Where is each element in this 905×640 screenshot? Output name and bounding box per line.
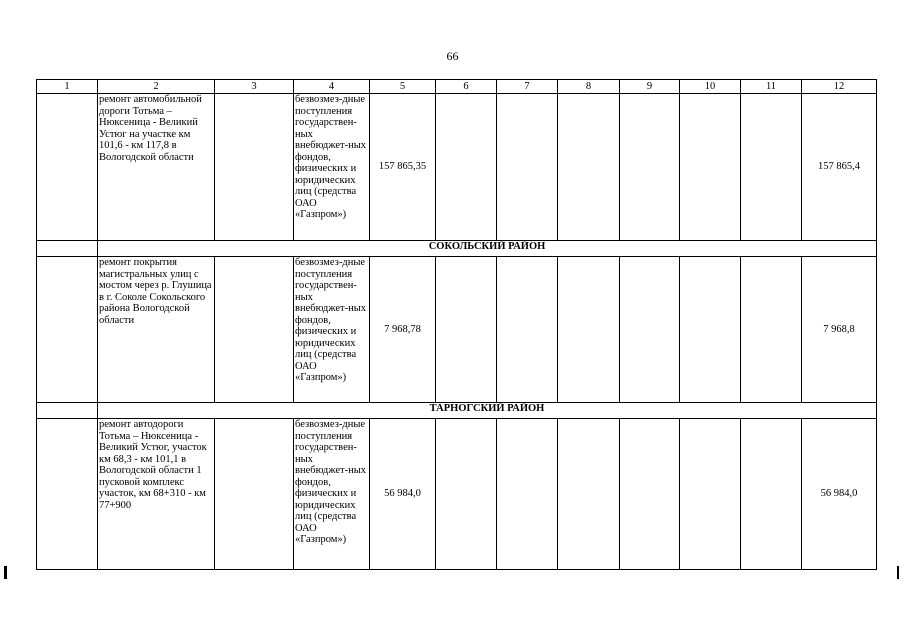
column-header: 6 (436, 80, 497, 94)
scan-edge-mark (4, 566, 7, 579)
table-row (37, 419, 877, 570)
table-cell (558, 419, 620, 570)
total-cell: 157 865,4 (802, 94, 877, 241)
region-row (37, 241, 877, 257)
table-cell (497, 94, 558, 241)
column-header: 1 (37, 80, 98, 94)
column-header: 4 (294, 80, 370, 94)
column-header-row (37, 80, 877, 94)
column-header: 2 (98, 80, 215, 94)
scan-edge-mark (897, 566, 899, 579)
table-cell (680, 257, 741, 403)
table-cell (620, 94, 680, 241)
amount-cell: 7 968,78 (370, 257, 436, 403)
region-heading: ТАРНОГСКИЙ РАЙОН (98, 403, 877, 419)
table-cell (620, 257, 680, 403)
funding-source-cell: безвозмез-дные поступления государствен-ных внебюджет-ных фондов, физических и юридических лиц (средства ОАО «Газпром») (294, 419, 370, 570)
table-cell (558, 257, 620, 403)
table-cell (680, 419, 741, 570)
funding-source-cell: безвозмез-дные поступления государствен-ных внебюджет-ных фондов, физических и юридических лиц (средства ОАО «Газпром») (294, 94, 370, 241)
table-cell (497, 257, 558, 403)
budget-table (36, 79, 877, 570)
table-cell (558, 94, 620, 241)
table-cell (37, 257, 98, 403)
table-row (37, 94, 877, 241)
table-cell (741, 94, 802, 241)
object-name-cell: ремонт автодороги Тотьма – Нюксеница - Великий Устюг, участок км 68,3 - км 101,1 в Вологодской области 1 пусковой комплекс участок, км 68+310 - км 77+900 (98, 419, 215, 570)
table-cell (215, 257, 294, 403)
table-cell (37, 419, 98, 570)
object-name-cell: ремонт покрытия магистральных улиц с мостом через р. Глушица в г. Соколе Сокольского района Вологодской области (98, 257, 215, 403)
table-cell (497, 419, 558, 570)
table-cell (436, 419, 497, 570)
column-header: 9 (620, 80, 680, 94)
table-cell (741, 257, 802, 403)
table-row (37, 257, 877, 403)
table-cell (741, 419, 802, 570)
total-cell: 7 968,8 (802, 257, 877, 403)
column-header: 8 (558, 80, 620, 94)
table-cell (215, 419, 294, 570)
table-cell (436, 257, 497, 403)
total-cell: 56 984,0 (802, 419, 877, 570)
table-cell (37, 94, 98, 241)
column-header: 11 (741, 80, 802, 94)
amount-cell: 157 865,35 (370, 94, 436, 241)
table-cell (37, 403, 98, 419)
funding-source-cell: безвозмез-дные поступления государствен-ных внебюджет-ных фондов, физических и юридических лиц (средства ОАО «Газпром») (294, 257, 370, 403)
column-header: 5 (370, 80, 436, 94)
table-cell (37, 241, 98, 257)
column-header: 7 (497, 80, 558, 94)
column-header: 12 (802, 80, 877, 94)
table-cell (436, 94, 497, 241)
page-number: 66 (446, 49, 459, 63)
column-header: 3 (215, 80, 294, 94)
amount-cell: 56 984,0 (370, 419, 436, 570)
column-header: 10 (680, 80, 741, 94)
object-name-cell: ремонт автомобильной дороги Тотьма – Нюксеница - Великий Устюг на участке км 101,6 - км 117,8 в Вологодской области (98, 94, 215, 241)
region-heading: СОКОЛЬСКИЙ РАЙОН (98, 241, 877, 257)
region-row (37, 403, 877, 419)
table-cell (620, 419, 680, 570)
table-cell (215, 94, 294, 241)
table-cell (680, 94, 741, 241)
